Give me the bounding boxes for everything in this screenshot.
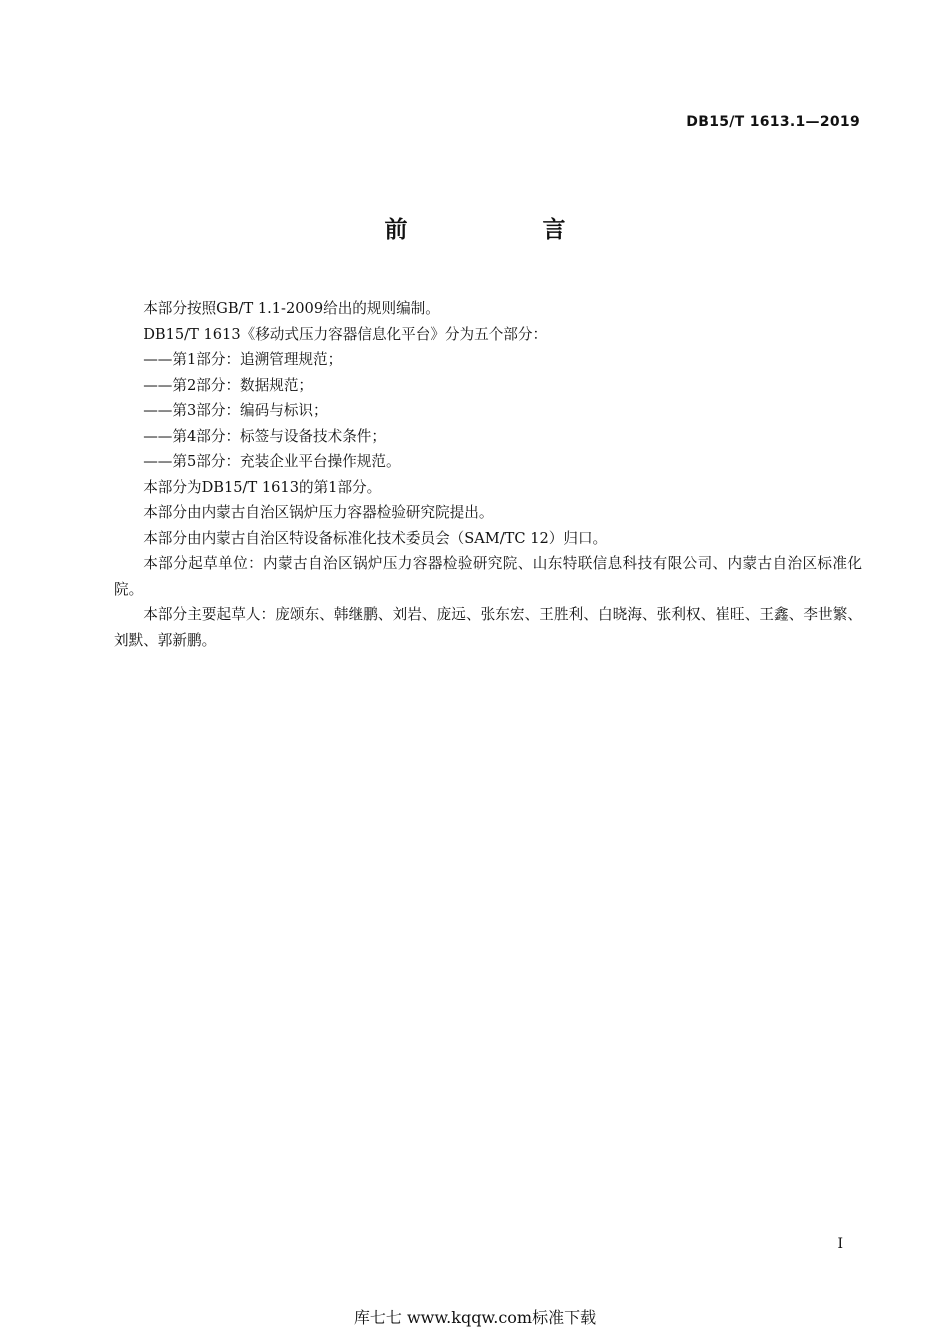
paragraph-drafters: 本部分主要起草人：庞颂东、韩继鹏、刘岩、庞远、张东宏、王胜利、白晓海、张利权、崔旺、王鑫、李世繁、刘默、郭新鹏。	[114, 606, 862, 649]
list-item-part-3: ——第3部分：编码与标识；	[143, 402, 328, 419]
list-item-part-5: ——第5部分：充装企业平台操作规范。	[143, 453, 401, 470]
list-item-part-2: ——第2部分：数据规范；	[143, 376, 314, 394]
paragraph-1: 本部分按照GB/T 1.1-2009给出的规则编制。	[143, 300, 440, 317]
paragraph-2: DB15/T 1613《移动式压力容器信息化平台》分为五个部分：	[143, 325, 548, 343]
list-item-part-4: ——第4部分：标签与设备技术条件；	[143, 427, 386, 445]
paragraph-drafting-units: 本部分起草单位：内蒙古自治区锅炉压力容器检验研究院、山东特联信息科技有限公司、内蒙古自治区标准化院。	[114, 555, 862, 598]
footer-watermark: 库七七 www.kqqw.com标准下载	[353, 1308, 597, 1327]
page-number: I	[837, 1236, 843, 1252]
list-item-part-1: ——第1部分：追溯管理规范；	[143, 351, 343, 368]
paragraph-part-statement: 本部分为DB15/T 1613的第1部分。	[143, 478, 382, 496]
paragraph-committee: 本部分由内蒙古自治区特设备标准化技术委员会（SAM/TC 12）归口。	[143, 529, 608, 547]
foreword-body	[114, 296, 862, 653]
document-code: DB15/T 1613.1—2019	[686, 114, 860, 130]
paragraph-proposer: 本部分由内蒙古自治区锅炉压力容器检验研究院提出。	[143, 504, 494, 521]
page-title: 前 言	[384, 217, 622, 243]
